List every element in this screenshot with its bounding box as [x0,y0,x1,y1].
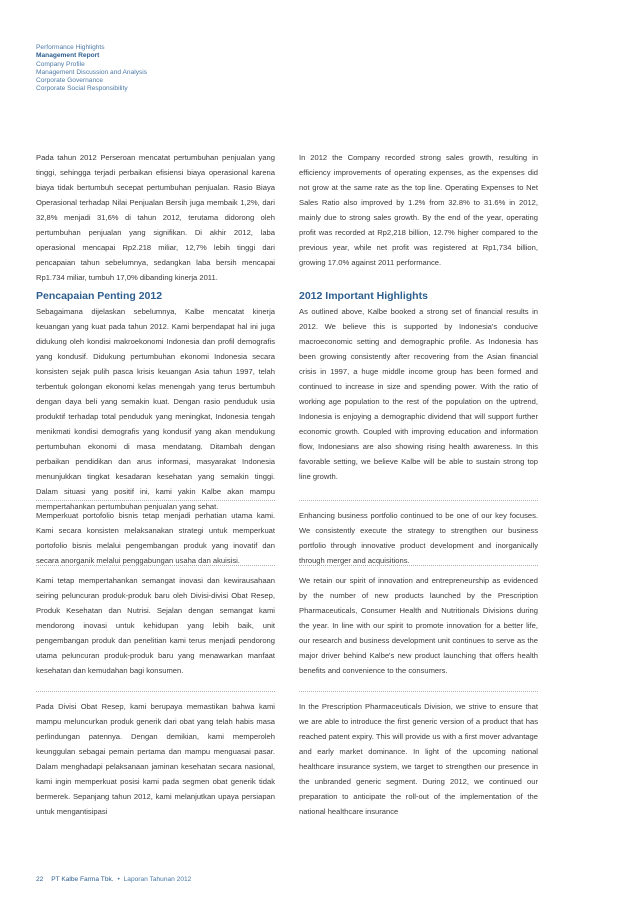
left-divider-3 [36,691,275,692]
nav-item-csr[interactable]: Corporate Social Responsibility [36,85,128,93]
left-paragraph-3: Memperkuat portofolio bisnis tetap menjadi perhatian utama kami. Kami secara konsisten melaksanakan strategi untuk memperkuat portofolio bisnis melalui pengembangan produk yang inovatif dan secara anorganik melalui penggabungan usaha dan akuisisi. [36,511,275,565]
left-divider-1 [36,500,275,501]
right-paragraph-2: As outlined above, Kalbe booked a strong set of financial results in 2012. We believe this is supported by Indonesia's conducive macroeconomic setting and demographic profile. As Indonesia has been growing consistently after recovering from the Asian financial crisis in 1997, a huge middle income group has been formed and continued to increase in size and spending power. With the ratio of working age population to the rest of the population on the uptrend, Indonesia is enjoying a demographic dividend that will support further economic growth. Coupled with improving education and information flow, Indonesians are also showing rising health awareness. In this favorable setting, we believe Kalbe will be able to sustain strong top line growth. [299,307,538,481]
nav-item-management-discussion[interactable]: Management Discussion and Analysis [36,68,148,76]
section-navigation [36,44,147,94]
right-divider-3 [299,691,538,692]
nav-item-corporate-governance[interactable]: Corporate Governance [36,77,104,85]
left-divider-2 [36,565,275,566]
footer-report-title: Laporan Tahunan 2012 [123,876,192,883]
right-paragraph-1: In 2012 the Company recorded strong sales growth, resulting in efficiency improvements of operating expenses, as the expenses did not grow at the same rate as the top line. Operating Expenses to Net Sales Ratio also improved by 1.2% from 32.8% to 31.6% in 2012, mainly due to strong sales growth. By the end of the year, operating profit was recorded at Rp2,218 billion, 12.7% higher compared to the previous year, while net profit was registered at Rp1,734 billion, growing 17.0% against 2011 performance. [299,153,538,267]
footer-company: PT Kalbe Farma Tbk. [51,876,114,883]
page-footer [36,876,191,883]
right-paragraph-4: We retain our spirit of innovation and entrepreneurship as evidenced by the number of new products launched by the Prescription Pharmaceuticals, Consumer Health and Nutritionals Divisions during the year. In line with our spirit to promote innovation for a better life, our research and business development unit continues to serve as the major driver behind Kalbe's new product launching that offers health benefits and convenience to the consumers. [299,576,538,675]
right-divider-2 [299,565,538,566]
left-paragraph-4: Kami tetap mempertahankan semangat inovasi dan kewirausahaan seiring peluncuran produk-produk baru oleh Divisi-divisi Obat Resep, Produk Kesehatan dan Nutrisi. Sejalan dengan semangat kami mendorong inovasi untuk kehidupan yang lebih baik, unit pengembangan produk dan penelitian kami terus menjadi pendorong utama peluncuran produk-produk baru yang menawarkan manfaat kesehatan dan kemudahan bagi konsumen. [36,576,275,675]
right-divider-1 [299,500,538,501]
right-section-heading: 2012 Important Highlights [299,290,428,302]
left-section-heading: Pencapaian Penting 2012 [36,290,163,302]
left-paragraph-2: Sebagaimana dijelaskan sebelumnya, Kalbe mencatat kinerja keuangan yang kuat pada tahun 2012. Kami berpendapat hal ini juga didukung oleh kondisi makroekonomi Indonesia dan profil demografis yang kondusif. Didukung pertumbuhan ekonomi Indonesia secara konsisten sejak pulih pasca krisis keuangan Asia tahun 1997, telah terbentuk golongan ekonomi kelas menengah yang terus bertumbuh dengan daya beli yang semakin kuat. Dengan rasio penduduk usia produktif terhadap total penduduk yang meningkat, Indonesia tengah menikmati kondisi demografis yang kondusif yang akan mendukung pertumbuhan ekonomi di masa mendatang. Ditambah dengan perbaikan pendidikan dan arus informasi, masyarakat Indonesia menunjukkan tingkat kesadaran kesehatan yang semakin tinggi. Dalam situasi yang positif ini, kami yakin Kalbe akan mampu mempertahankan pertumbuhan penjualan yang sehat. [36,307,275,511]
right-paragraph-5: In the Prescription Pharmaceuticals Division, we strive to ensure that we are able to introduce the first generic version of a product that has reached patent expiry. This will provide us with a first mover advantage and early market dominance. In light of the upcoming national healthcare insurance system, we target to strengthen our presence in the unbranded generic segment. During 2012, we continued our preparation to anticipate the roll-out of the implementation of the national healthcare insurance [299,702,538,816]
page-number: 22 [36,876,44,883]
nav-item-company-profile[interactable]: Company Profile [36,60,85,68]
footer-bullet: • [117,876,120,883]
right-paragraph-3: Enhancing business portfolio continued to be one of our key focuses. We consistently execute the strategy to strengthen our business portfolio through innovative product development and inorganically through merger and acquisitions. [299,511,538,565]
left-paragraph-1: Pada tahun 2012 Perseroan mencatat pertumbuhan penjualan yang tinggi, sehingga terjadi perbaikan efisiensi biaya operasional karena biaya tidak bertumbuh secepat pertumbuhan penjualan. Rasio Biaya Operasional terhadap Nilai Penjualan Bersih juga membaik 1,2%, dari 32,8% menjadi 31,6% di tahun 2012, terutama didorong oleh pertumbuhan penjualan yang signifikan. Di akhir 2012, laba operasional mencapai Rp2.218 miliar, 12,7% lebih tinggi dari pencapaian tahun sebelumnya, sedangkan laba bersih mencapai Rp1.734 miliar, tumbuh 17,0% dibanding kinerja 2011. [36,153,275,282]
nav-item-management-report[interactable]: Management Report [36,52,100,60]
left-paragraph-5: Pada Divisi Obat Resep, kami berupaya memastikan bahwa kami mampu meluncurkan produk generik dari obat yang telah habis masa perlindungan patennya. Dengan demikian, kami memperoleh keunggulan sebagai pemain pertama dan mampu menguasai pasar. Dalam menghadapi pelaksanaan jaminan kesehatan secara nasional, kami ingin memperkuat posisi kami pada segmen obat generik tidak bermerek. Sepanjang tahun 2012, kami melanjutkan upaya persiapan untuk mengantisipasi [36,702,275,816]
nav-item-performance-highlights[interactable]: Performance Highlights [36,44,105,51]
